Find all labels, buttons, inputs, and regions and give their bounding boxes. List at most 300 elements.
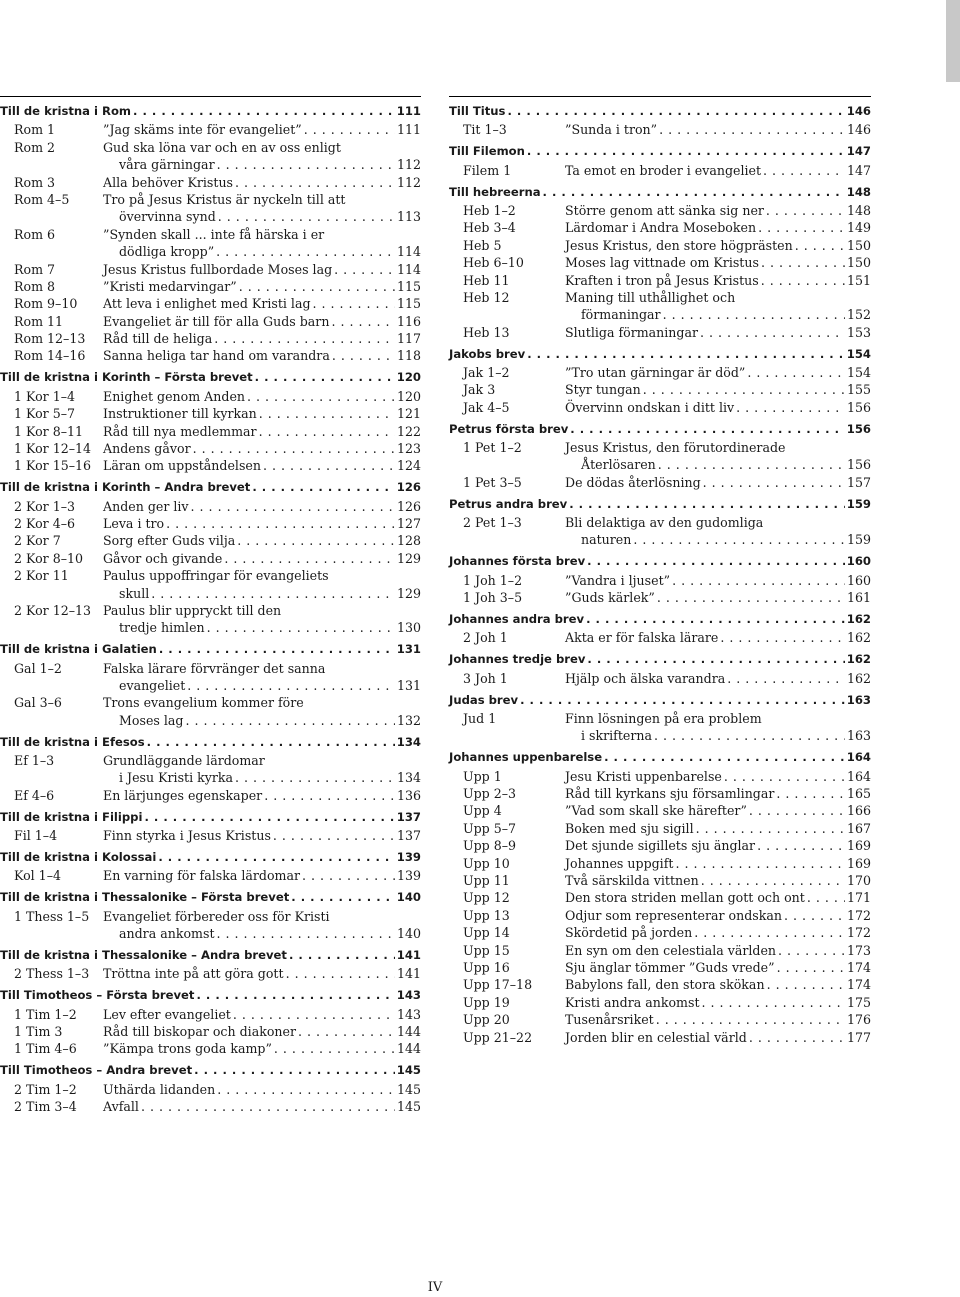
entry-title-line (565, 785, 871, 802)
entry-body (565, 202, 871, 219)
entry-page-number: 114 (396, 261, 421, 277)
scripture-reference: 1 Pet 3–5 (463, 474, 522, 490)
scripture-reference: Upp 19 (463, 994, 510, 1010)
entry-page-number: 150 (846, 255, 871, 271)
scripture-reference: Heb 3–4 (463, 220, 516, 236)
dot-leader (643, 381, 845, 398)
toc-entry (0, 1006, 421, 1023)
entry-title: Evangeliet förbereder oss för Kristi (103, 908, 330, 924)
dot-leader (224, 550, 395, 567)
entry-page-number: 144 (396, 1024, 421, 1040)
dot-leader (217, 925, 395, 942)
toc-section (0, 850, 421, 885)
entry-page-number: 145 (396, 1099, 421, 1115)
entry-body (565, 889, 871, 906)
dot-leader (166, 515, 395, 532)
entry-title-line (565, 837, 871, 854)
entry-body (103, 660, 421, 695)
entry-title-line (103, 677, 421, 694)
toc-entry (449, 439, 871, 474)
entry-title: naturen (581, 532, 632, 548)
dot-leader (758, 219, 845, 236)
entry-page-number: 115 (396, 296, 421, 312)
dot-leader (214, 330, 395, 347)
dot-leader (158, 850, 394, 864)
entry-body (565, 219, 871, 236)
scripture-reference: 1 Joh 1–2 (463, 572, 523, 588)
scripture-reference: Jud 1 (463, 711, 497, 726)
entry-page-number: 171 (846, 890, 871, 906)
entry-title: Styr tungan (565, 382, 641, 398)
dot-leader (776, 785, 845, 802)
entry-page-number: 128 (396, 533, 421, 549)
dot-leader (159, 642, 395, 656)
entry-title-line (565, 907, 871, 924)
entry-body (103, 440, 421, 457)
entry-body (565, 837, 871, 854)
dot-leader (656, 1011, 845, 1028)
toc-entry (0, 694, 421, 729)
entry-title: ”Kämpa trons goda kamp” (103, 1041, 272, 1057)
entry-title-line (565, 474, 871, 491)
toc-entry (0, 121, 421, 138)
entry-title: andra ankomst (119, 926, 215, 942)
toc-section (449, 750, 871, 1046)
entry-page-number: 154 (846, 364, 871, 380)
dot-leader (141, 1098, 395, 1115)
entry-body (565, 907, 871, 924)
section-heading (449, 347, 871, 364)
scripture-reference: Upp 13 (463, 907, 510, 923)
entry-title: Ta emot en broder i evangeliet (565, 162, 762, 178)
toc-section (449, 185, 871, 342)
entry-title: Evangeliet är till för alla Guds barn (103, 313, 330, 329)
dot-leader (207, 619, 395, 636)
section-page-number: 162 (846, 652, 871, 667)
section-page-number: 143 (396, 988, 421, 1003)
scripture-reference: 1 Tim 3 (14, 1024, 63, 1040)
entry-title-line (103, 347, 421, 364)
entry-body (103, 1098, 421, 1115)
scripture-reference: Upp 17–18 (463, 977, 533, 993)
entry-title-line (565, 959, 871, 976)
toc-entry (449, 219, 871, 236)
scripture-reference: Jak 3 (463, 382, 496, 398)
section-page-number: 137 (396, 809, 421, 824)
dot-leader (313, 295, 395, 312)
entry-title: ”Vad som skall ske härefter” (565, 803, 747, 819)
scripture-reference: Gal 1–2 (14, 660, 62, 676)
entry-page-number: 127 (396, 515, 421, 531)
section-heading (449, 497, 871, 514)
toc-entry (0, 965, 421, 982)
toc-entry (449, 710, 871, 745)
toc-entry (0, 388, 421, 405)
dot-leader (703, 474, 845, 491)
dot-leader (766, 202, 845, 219)
entry-title: En lärjunges egenskaper (103, 787, 263, 803)
entry-title: Paulus uppoffringar för evangeliets (103, 568, 329, 584)
entry-body (565, 1011, 871, 1028)
scripture-reference: Rom 12–13 (14, 331, 86, 347)
section-title: Till de kristna i Kolossai (0, 850, 157, 865)
scripture-reference: Jak 4–5 (463, 399, 510, 415)
dot-leader (784, 907, 845, 924)
scripture-reference: Rom 11 (14, 313, 64, 329)
scripture-reference: Upp 16 (463, 959, 510, 975)
toc-entry (0, 405, 421, 422)
entry-title: Lev efter evangeliet (103, 1006, 231, 1022)
entry-title: Bli delaktiga av den gudomliga (565, 515, 764, 531)
entry-page-number: 159 (846, 532, 871, 548)
entry-title-line (565, 1011, 871, 1028)
entry-page-number: 163 (846, 728, 871, 744)
dot-leader (331, 313, 395, 330)
dot-leader (304, 121, 395, 138)
dot-leader (700, 324, 845, 341)
entry-title-line (103, 156, 421, 173)
entry-title: Paulus blir uppryckt till den (103, 602, 282, 618)
entry-title-line (103, 532, 421, 549)
toc-entry (0, 139, 421, 174)
dot-leader (191, 498, 395, 515)
section-page-number: 147 (846, 144, 871, 159)
toc-entry (449, 976, 871, 993)
section-heading (449, 104, 871, 121)
entry-page-number: 162 (846, 630, 871, 646)
entry-page-number: 156 (846, 457, 871, 473)
entry-title: Sju änglar tömmer ”Guds vrede” (565, 959, 775, 975)
section-page-number: 164 (846, 750, 871, 765)
entry-title: Sanna heliga tar hand om varandra (103, 348, 330, 364)
entry-body (103, 787, 421, 804)
toc-entry (0, 313, 421, 330)
dot-leader (736, 399, 845, 416)
entry-page-number: 164 (846, 768, 871, 784)
section-page-number: 126 (396, 480, 421, 495)
entry-title: Johannes uppgift (565, 855, 674, 871)
dot-leader (291, 890, 395, 904)
dot-leader (235, 174, 395, 191)
dot-leader (694, 924, 845, 941)
entry-title: Akta er för falska lärare (565, 630, 719, 646)
entry-page-number: 121 (396, 406, 421, 422)
entry-page-number: 124 (396, 458, 421, 474)
scripture-reference: 1 Joh 3–5 (463, 590, 523, 606)
entry-page-number: 174 (846, 977, 871, 993)
scripture-reference: 2 Thess 1–3 (14, 966, 90, 982)
entry-title: tredje himlen (119, 620, 205, 636)
entry-title-line (103, 174, 421, 191)
entry-page-number: 140 (396, 926, 421, 942)
entry-title: Finn styrka i Jesus Kristus (103, 828, 271, 844)
entry-title-line (103, 440, 421, 457)
entry-title-line (103, 550, 421, 567)
section-title: Till de kristna i Thessalonike – Andra brevet (0, 947, 287, 962)
scripture-reference: 2 Kor 8–10 (14, 550, 84, 566)
entry-title: Jesus Kristus, den store högprästen (565, 237, 793, 253)
entry-body (565, 254, 871, 271)
entry-title-line (565, 306, 871, 323)
toc-entry (449, 272, 871, 289)
entry-title-line (103, 191, 421, 208)
scripture-reference: 2 Joh 1 (463, 630, 508, 646)
entry-title: ”Vandra i ljuset” (565, 572, 671, 588)
toc-entry (0, 191, 421, 226)
entry-page-number: 113 (396, 209, 421, 225)
page-number: IV (427, 1280, 443, 1295)
entry-body (103, 567, 421, 602)
toc-entry (449, 202, 871, 219)
entry-body (565, 942, 871, 959)
entry-title: Större genom att sänka sig ner (565, 202, 764, 218)
entry-title-line (565, 889, 871, 906)
dot-leader (237, 532, 395, 549)
entry-title-line (565, 855, 871, 872)
entry-page-number: 129 (396, 550, 421, 566)
scripture-reference: Jak 1–2 (463, 364, 510, 380)
section-title: Till Timotheos – Andra brevet (0, 1063, 193, 1078)
section-heading (449, 693, 871, 710)
toc-section (0, 890, 421, 942)
entry-page-number: 114 (396, 244, 421, 260)
toc-entry (449, 855, 871, 872)
dot-leader (777, 959, 845, 976)
section-heading (0, 480, 421, 497)
toc-section (449, 693, 871, 745)
scripture-reference: Heb 12 (463, 289, 510, 305)
entry-title-line (103, 423, 421, 440)
toc-entry (449, 254, 871, 271)
entry-body (103, 908, 421, 943)
right-column-rule (449, 96, 871, 97)
entry-title-line (565, 364, 871, 381)
scripture-reference: Rom 4–5 (14, 191, 70, 207)
entry-title-line (103, 1023, 421, 1040)
toc-entry (0, 226, 421, 261)
entry-title-line (103, 585, 421, 602)
section-heading (0, 1063, 421, 1080)
toc-entry (449, 324, 871, 341)
dot-leader (749, 1029, 845, 1046)
dot-leader (133, 104, 395, 118)
entry-body (565, 710, 871, 745)
dot-leader (659, 121, 845, 138)
entry-body (565, 924, 871, 941)
section-page-number: 156 (846, 421, 871, 436)
entry-title: Alla behöver Kristus (103, 174, 234, 190)
entry-body (103, 261, 421, 278)
toc-section (0, 370, 421, 474)
toc-entry (0, 347, 421, 364)
toc-entry (449, 802, 871, 819)
entry-title: Enighet genom Anden (103, 388, 246, 404)
entry-title-line (103, 330, 421, 347)
scripture-reference: Gal 3–6 (14, 695, 62, 711)
dot-leader (286, 965, 395, 982)
toc-section (449, 104, 871, 139)
entry-page-number: 111 (396, 122, 421, 138)
entry-page-number: 148 (846, 202, 871, 218)
entry-page-number: 170 (846, 873, 871, 889)
scripture-reference: Ef 4–6 (14, 787, 55, 803)
toc-section (0, 480, 421, 637)
toc-section (0, 948, 421, 983)
dot-leader (196, 988, 394, 1002)
entry-body (103, 191, 421, 226)
section-title: Till de kristna i Rom (0, 104, 132, 118)
entry-title-line (565, 872, 871, 889)
entry-title: ”Sunda i tron” (565, 122, 658, 138)
toc-entry (0, 1098, 421, 1115)
entry-title-line (103, 712, 421, 729)
entry-title-line (565, 589, 871, 606)
toc-entry (0, 602, 421, 637)
entry-body (103, 388, 421, 405)
dot-leader (247, 388, 395, 405)
entry-title: Råd till nya medlemmar (103, 423, 257, 439)
entry-page-number: 144 (396, 1041, 421, 1057)
entry-page-number: 146 (846, 122, 871, 138)
dot-leader (194, 1063, 395, 1077)
toc-left-column (0, 104, 421, 1121)
toc-entry (449, 994, 871, 1011)
section-title: Till de kristna i Korinth – Andra brevet (0, 480, 251, 495)
entry-page-number: 152 (846, 307, 871, 323)
entry-title: Moses lag (119, 712, 184, 728)
toc-entry (449, 959, 871, 976)
section-title: Till de kristna i Galatien (0, 642, 157, 657)
entry-page-number: 115 (396, 278, 421, 294)
entry-body (565, 121, 871, 138)
dot-leader (727, 670, 845, 687)
entry-title: ”Kristi medarvingar” (103, 278, 237, 294)
entry-page-number: 118 (396, 348, 421, 364)
dot-leader (702, 994, 845, 1011)
entry-title-line (103, 457, 421, 474)
toc-entry (449, 907, 871, 924)
entry-title: Avfall (103, 1099, 139, 1115)
scripture-reference: 1 Tim 4–6 (14, 1041, 77, 1057)
entry-title: Två särskilda vittnen (565, 873, 699, 889)
scripture-reference: Upp 11 (463, 873, 510, 889)
entry-title-line (103, 1040, 421, 1057)
entry-page-number: 165 (846, 786, 871, 802)
entry-title-line (103, 243, 421, 260)
section-page-number: 163 (846, 692, 871, 707)
entry-title: Att leva i enlighet med Kristi lag (103, 296, 311, 312)
dot-leader (749, 802, 845, 819)
section-page-number: 148 (846, 184, 871, 199)
section-page-number: 139 (396, 850, 421, 865)
dot-leader (604, 750, 845, 764)
toc-section (0, 988, 421, 1058)
entry-title: ”Synden skall ... inte få härska i er (103, 226, 325, 242)
entry-page-number: 166 (846, 803, 871, 819)
entry-body (565, 572, 871, 589)
scripture-reference: 2 Pet 1–3 (463, 515, 522, 531)
scripture-reference: 1 Thess 1–5 (14, 908, 90, 924)
section-heading (449, 652, 871, 669)
toc-entry (0, 1023, 421, 1040)
dot-leader (761, 254, 845, 271)
entry-title: Hjälp och älska varandra (565, 670, 726, 686)
entry-title: Anden ger liv (103, 498, 189, 514)
section-page-number: 146 (846, 104, 871, 118)
scripture-reference: Heb 6–10 (463, 255, 524, 271)
section-heading (0, 988, 421, 1005)
dot-leader (185, 712, 394, 729)
toc-entry (449, 572, 871, 589)
scripture-reference: Rom 14–16 (14, 348, 86, 364)
dot-leader (217, 1081, 395, 1098)
toc-entry (0, 295, 421, 312)
section-page-number: 141 (396, 947, 421, 962)
toc-entry (0, 908, 421, 943)
entry-body (103, 226, 421, 261)
entry-page-number: 136 (396, 787, 421, 803)
entry-title-line (103, 867, 421, 884)
scripture-reference: Upp 2–3 (463, 786, 517, 802)
entry-title: i Jesu Kristi kyrka (119, 770, 234, 786)
scripture-reference: Upp 15 (463, 942, 510, 958)
entry-body (565, 820, 871, 837)
scripture-reference: Upp 1 (463, 768, 502, 784)
toc-entry (0, 440, 421, 457)
dot-leader (696, 820, 845, 837)
section-heading (0, 890, 421, 907)
section-heading (449, 185, 871, 202)
dot-leader (218, 208, 395, 225)
entry-title-line (103, 769, 421, 786)
entry-body (565, 381, 871, 398)
dot-leader (239, 278, 395, 295)
entry-page-number: 130 (396, 620, 421, 636)
toc-entry (449, 162, 871, 179)
dot-leader (795, 237, 845, 254)
entry-title-line (103, 602, 421, 619)
section-title: Petrus första brev (449, 421, 569, 436)
toc-entry (0, 174, 421, 191)
entry-title-line (565, 514, 871, 531)
entry-page-number: 134 (396, 770, 421, 786)
entry-title-line (565, 994, 871, 1011)
section-heading (0, 642, 421, 659)
section-title: Till Timotheos – Första brevet (0, 988, 195, 1003)
entry-body (103, 405, 421, 422)
scripture-reference: Upp 12 (463, 890, 510, 906)
entry-title-line (565, 289, 871, 306)
entry-body (565, 514, 871, 549)
dot-leader (334, 261, 395, 278)
entry-title: Råd till biskopar och diakoner (103, 1024, 296, 1040)
section-page-number: 134 (396, 734, 421, 749)
dot-leader (298, 1023, 395, 1040)
scripture-reference: 2 Kor 1–3 (14, 498, 76, 514)
dot-leader (193, 440, 395, 457)
toc-entry (449, 474, 871, 491)
entry-title: Maning till uthållighet och (565, 289, 736, 305)
entry-body (103, 313, 421, 330)
entry-title-line (103, 405, 421, 422)
scripture-reference: 2 Tim 1–2 (14, 1081, 77, 1097)
entry-title: Återlösaren (581, 457, 656, 473)
scripture-reference: Filem 1 (463, 162, 512, 178)
dot-leader (233, 1006, 395, 1023)
entry-page-number: 120 (396, 388, 421, 404)
entry-title: Jesu Kristi uppenbarelse (565, 768, 722, 784)
entry-title-line (103, 208, 421, 225)
